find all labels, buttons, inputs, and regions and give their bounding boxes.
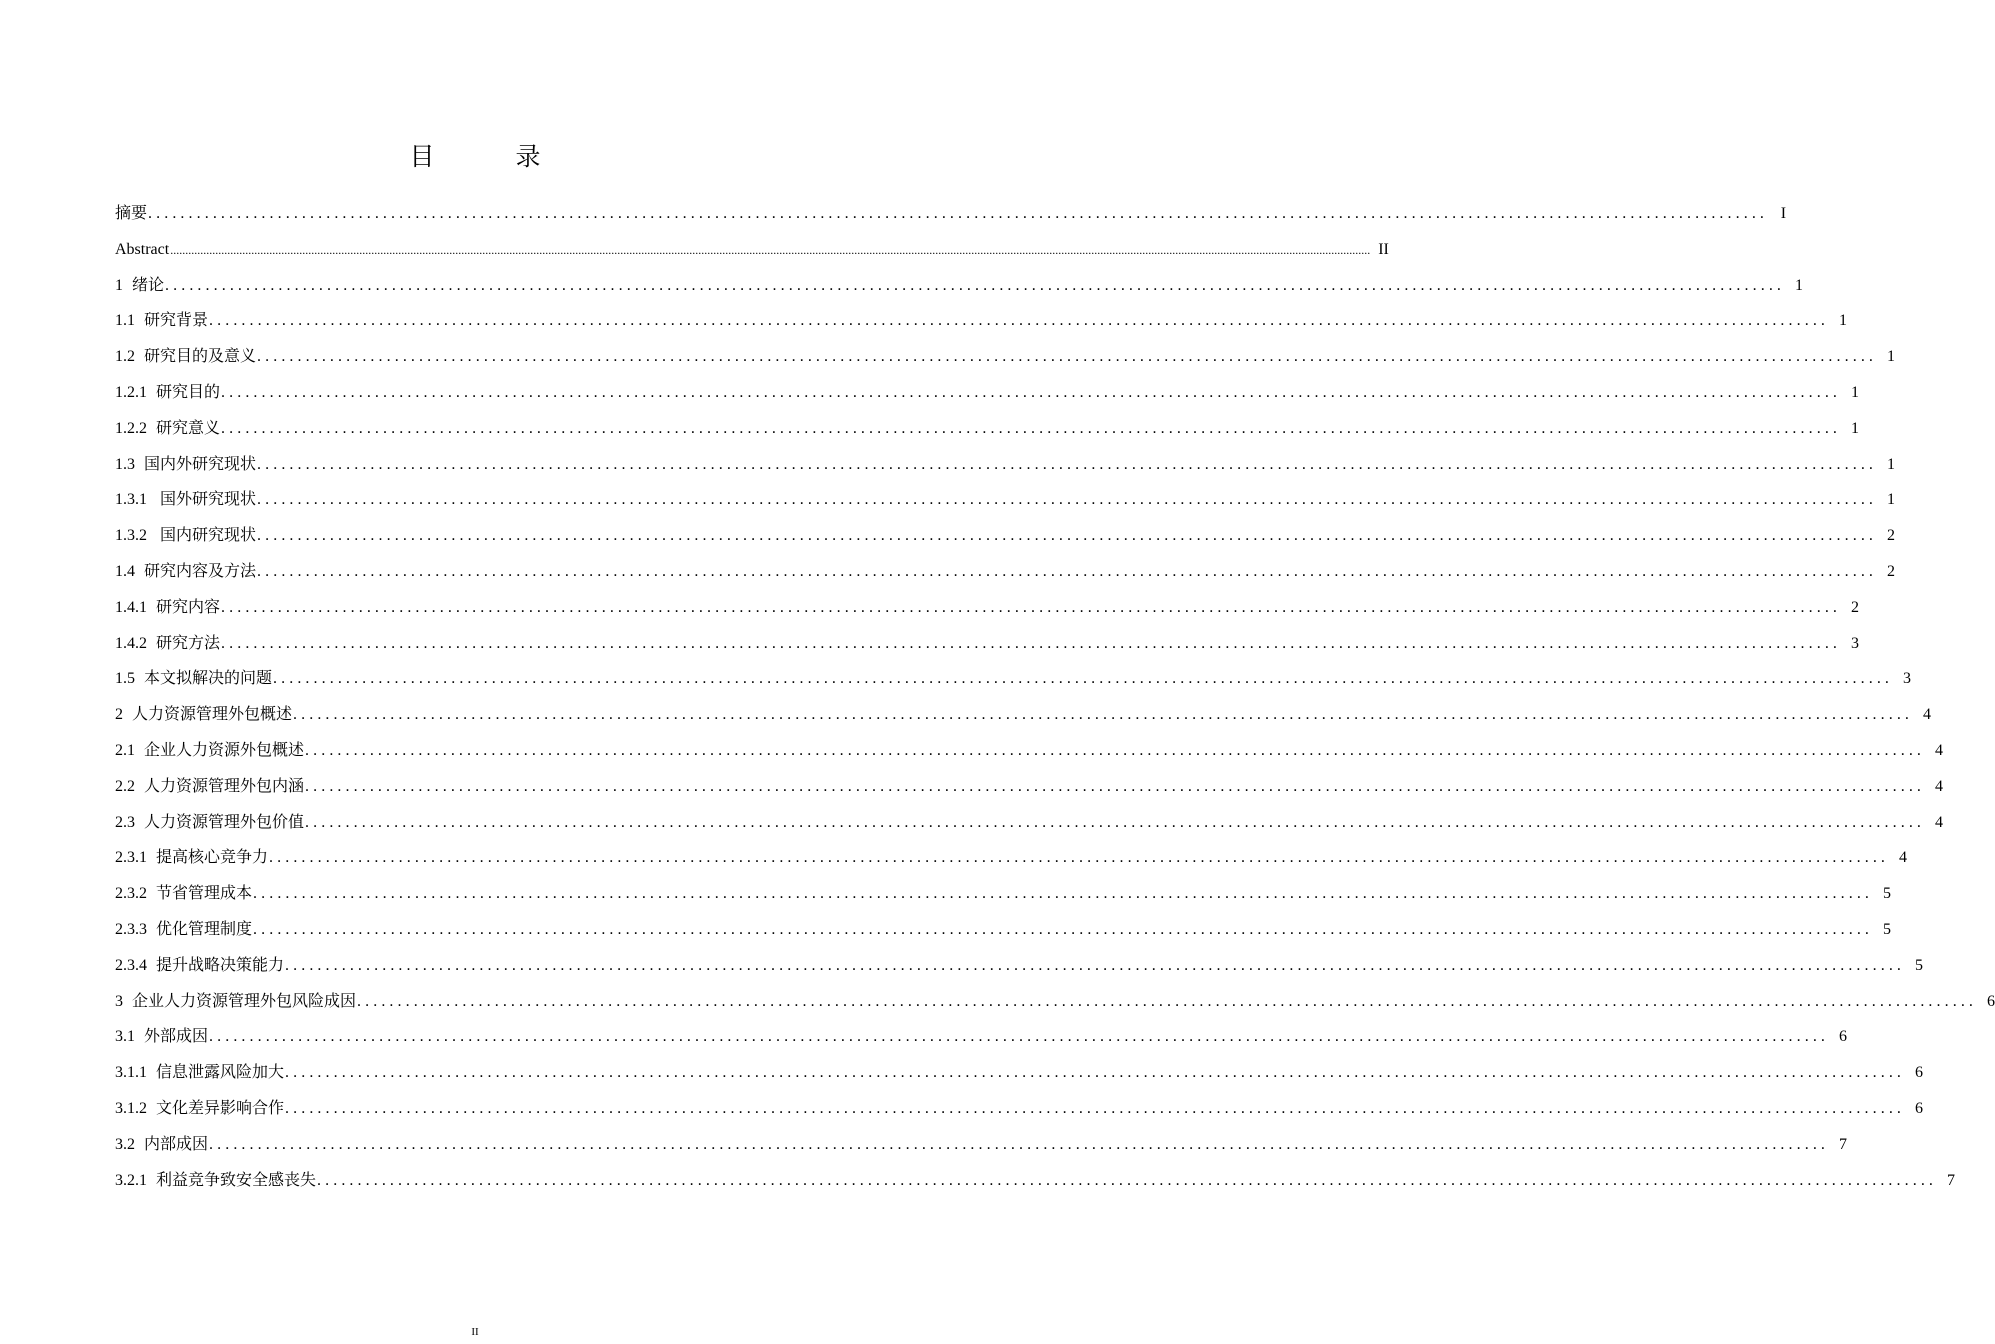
toc-entry-title: [115, 484, 256, 516]
toc-page-number: 1: [1851, 419, 1860, 437]
toc-section-title: 国内外研究现状: [144, 455, 257, 473]
toc-entry[interactable]: [115, 807, 1944, 843]
toc-section-title: 提升战略决策能力: [156, 956, 285, 974]
toc-section-number: 2.3.4: [115, 956, 147, 974]
toc-entry[interactable]: [115, 914, 1892, 950]
toc-page-number: 1: [1851, 383, 1860, 401]
toc-section-number: 3.2: [115, 1135, 135, 1153]
toc-entry-title: [115, 305, 208, 337]
dot-leader: ........................................................................................................................................................................................................: [257, 455, 1878, 473]
toc-section-title: 国内研究现状: [156, 527, 257, 545]
toc-entry[interactable]: [115, 1129, 1848, 1165]
toc-entry[interactable]: [115, 520, 1896, 556]
toc-entry-title: [115, 270, 164, 302]
toc-section-number: 1.2: [115, 348, 135, 366]
toc-section-title: 人力资源管理外包价值: [144, 813, 305, 831]
toc-entry[interactable]: [115, 234, 1389, 270]
toc-section-number: 2.1: [115, 741, 135, 759]
toc-entry[interactable]: [115, 628, 1860, 664]
toc-entry-title: [115, 1021, 208, 1053]
toc-entry-title: [115, 1165, 316, 1197]
toc-entry-title: [115, 986, 356, 1018]
toc-section-number: 1.5: [115, 670, 135, 688]
toc-entry-title: [115, 1129, 208, 1161]
toc-entry[interactable]: [115, 1057, 1924, 1093]
toc-entry[interactable]: [115, 986, 1995, 1022]
toc-entry[interactable]: [115, 270, 1804, 306]
toc-entry[interactable]: [115, 1093, 1924, 1129]
dot-leader: ........................................................................................................................................................................................................: [285, 956, 1906, 974]
toc-section-title: 节省管理成本: [156, 885, 253, 903]
toc-section-number: 3: [115, 992, 123, 1010]
dot-leader: ........................................................................................................................................................................................................: [221, 598, 1842, 616]
toc-page-number: 6: [1915, 1064, 1924, 1082]
toc-section-number: 1.2.2: [115, 419, 147, 437]
dot-leader: ........................................................................................................................................................................................................: [257, 348, 1878, 366]
dot-leader: ........................................................................................................................................................................................................: [148, 205, 1769, 222]
toc-section-title: 企业人力资源外包概述: [144, 741, 305, 759]
toc-entry-title: [115, 842, 268, 874]
toc-page-number: 4: [1935, 813, 1944, 831]
toc-section-number: 1.3: [115, 455, 135, 473]
toc-page-number: 6: [1987, 992, 1995, 1010]
toc-entry-title: [115, 735, 304, 767]
toc-section-title: 本文拟解决的问题: [144, 670, 273, 688]
toc-entry[interactable]: [115, 878, 1892, 914]
dot-leader: ........................................................................................................................................................................................................: [221, 634, 1842, 652]
toc-entry-title: [115, 699, 292, 731]
toc-page-number: 3: [1903, 670, 1912, 688]
toc-entry[interactable]: [115, 771, 1944, 807]
toc-page-number: 7: [1839, 1135, 1848, 1153]
dot-leader: ........................................................................................................................................................................................................: [257, 527, 1878, 545]
dot-leader: ........................................................................................................................................................................................................: [285, 1099, 1906, 1117]
page-title: 目 录: [409, 141, 569, 171]
toc-section-title: 企业人力资源管理外包风险成因: [132, 992, 357, 1010]
toc-section-title: 研究内容: [156, 598, 221, 616]
dot-leader: ........................................................................................................................................................................................................: [285, 1064, 1906, 1082]
toc-section-title: Abstract: [115, 240, 170, 258]
toc-entry-title: [115, 1057, 284, 1089]
toc-page-number: 1: [1887, 348, 1896, 366]
toc-page-number: 4: [1935, 741, 1944, 759]
toc-section-number: 2.3.2: [115, 885, 147, 903]
toc-section-title: 人力资源管理外包内涵: [144, 777, 305, 795]
toc-page-number: 1: [1839, 312, 1848, 330]
dot-leader: ........................................................................................................................................................................................................: [221, 383, 1842, 401]
dot-leader: ................................................................................................................................................................................................................................................................................................................................................................................................................: [170, 242, 1371, 257]
table-of-contents: [115, 198, 1995, 1200]
dot-leader: ........................................................................................................................................................................................................: [209, 1028, 1830, 1046]
toc-entry-title: [115, 556, 256, 588]
toc-entry-title: [115, 449, 256, 481]
toc-entry-title: [115, 592, 220, 624]
dot-leader: ........................................................................................................................................................................................................: [317, 1171, 1938, 1189]
toc-section-title: 文化差异影响合作: [156, 1099, 285, 1117]
dot-leader: ........................................................................................................................................................................................................: [305, 741, 1926, 759]
toc-entry-title: [115, 914, 252, 946]
toc-entry[interactable]: [115, 484, 1896, 520]
toc-page-number: 6: [1915, 1099, 1924, 1117]
toc-entry-title: [115, 878, 252, 910]
toc-section-number: 1.4.1: [115, 598, 147, 616]
toc-section-number: 2.3: [115, 813, 135, 831]
toc-section-number: 3.1: [115, 1028, 135, 1046]
toc-entry-title: [115, 341, 256, 373]
toc-page-number: 3: [1851, 634, 1860, 652]
toc-entry-title: [115, 628, 220, 660]
toc-page-number: I: [1780, 205, 1787, 222]
dot-leader: ........................................................................................................................................................................................................: [209, 312, 1830, 330]
toc-page-number: 6: [1839, 1028, 1848, 1046]
toc-section-number: 2.3.3: [115, 920, 147, 938]
toc-section-number: 1.3.2: [115, 527, 147, 545]
toc-entry-title: [115, 520, 256, 552]
toc-section-title: 研究目的: [156, 383, 221, 401]
toc-section-title: 研究目的及意义: [144, 348, 257, 366]
toc-page-number: II: [1378, 240, 1389, 258]
toc-page-number: 2: [1887, 562, 1896, 580]
toc-entry[interactable]: [115, 305, 1848, 341]
page-number: II: [471, 1326, 479, 1338]
toc-section-number: 2.3.1: [115, 849, 147, 867]
dot-leader: ........................................................................................................................................................................................................: [293, 706, 1914, 724]
toc-section-title: 国外研究现状: [156, 491, 257, 509]
dot-leader: ........................................................................................................................................................................................................: [305, 777, 1926, 795]
toc-section-number: 1.4.2: [115, 634, 147, 652]
dot-leader: ........................................................................................................................................................................................................: [209, 1135, 1830, 1153]
toc-entry[interactable]: [115, 377, 1860, 413]
toc-entry[interactable]: [115, 341, 1896, 377]
toc-section-title: 内部成因: [144, 1135, 209, 1153]
toc-entry-title: [115, 413, 220, 445]
toc-entry[interactable]: [115, 950, 1924, 986]
toc-page-number: 7: [1947, 1171, 1956, 1189]
toc-section-title: 研究意义: [156, 419, 221, 437]
dot-leader: ........................................................................................................................................................................................................: [305, 813, 1926, 831]
toc-entry[interactable]: [115, 556, 1896, 592]
toc-entry-title: [115, 663, 272, 695]
dot-leader: ........................................................................................................................................................................................................: [165, 276, 1786, 294]
toc-section-number: 1.3.1: [115, 491, 147, 509]
toc-section-title: 绪论: [132, 276, 165, 294]
toc-entry[interactable]: [115, 663, 1912, 699]
toc-section-number: 3.1.2: [115, 1099, 147, 1117]
toc-section-title: 利益竞争致安全感丧失: [156, 1171, 317, 1189]
toc-section-number: 2.2: [115, 777, 135, 795]
toc-entry-title: [115, 234, 169, 266]
toc-entry-title: [115, 198, 147, 230]
toc-page-number: 4: [1923, 706, 1932, 724]
toc-entry-title: [115, 807, 304, 839]
dot-leader: ........................................................................................................................................................................................................: [273, 670, 1894, 688]
dot-leader: ........................................................................................................................................................................................................: [253, 920, 1874, 938]
toc-page-number: 2: [1887, 527, 1896, 545]
toc-section-title: 摘要: [115, 205, 148, 222]
toc-entry[interactable]: [115, 198, 1787, 234]
toc-page-number: 5: [1883, 920, 1892, 938]
toc-section-number: 1.4: [115, 562, 135, 580]
toc-section-number: 3.2.1: [115, 1171, 147, 1189]
toc-section-title: 研究背景: [144, 312, 209, 330]
dot-leader: ........................................................................................................................................................................................................: [257, 562, 1878, 580]
toc-section-title: 提高核心竞争力: [156, 849, 269, 867]
toc-entry[interactable]: [115, 1021, 1848, 1057]
dot-leader: ........................................................................................................................................................................................................: [221, 419, 1842, 437]
toc-section-title: 研究内容及方法: [144, 562, 257, 580]
toc-page-number: 5: [1915, 956, 1924, 974]
toc-entry[interactable]: [115, 735, 1944, 771]
toc-section-title: 研究方法: [156, 634, 221, 652]
toc-entry[interactable]: [115, 592, 1860, 628]
toc-section-number: 1: [115, 276, 123, 294]
toc-entry[interactable]: [115, 699, 1932, 735]
toc-entry[interactable]: [115, 449, 1896, 485]
toc-page-number: 1: [1795, 276, 1804, 294]
toc-entry-title: [115, 771, 304, 803]
toc-section-title: 外部成因: [144, 1028, 209, 1046]
toc-page-number: 2: [1851, 598, 1860, 616]
toc-section-number: 2: [115, 706, 123, 724]
toc-page-number: 4: [1935, 777, 1944, 795]
toc-page-number: 1: [1887, 491, 1896, 509]
toc-section-number: 1.2.1: [115, 383, 147, 401]
toc-page-number: 1: [1887, 455, 1896, 473]
dot-leader: ........................................................................................................................................................................................................: [269, 849, 1890, 867]
toc-section-number: 3.1.1: [115, 1064, 147, 1082]
toc-entry-title: [115, 950, 284, 982]
toc-section-title: 人力资源管理外包概述: [132, 706, 293, 724]
toc-entry-title: [115, 377, 220, 409]
toc-section-title: 信息泄露风险加大: [156, 1064, 285, 1082]
toc-entry[interactable]: [115, 1165, 1956, 1201]
dot-leader: ........................................................................................................................................................................................................: [357, 992, 1978, 1010]
toc-section-title: 优化管理制度: [156, 920, 253, 938]
dot-leader: ........................................................................................................................................................................................................: [257, 491, 1878, 509]
dot-leader: ........................................................................................................................................................................................................: [253, 885, 1874, 903]
toc-entry[interactable]: [115, 842, 1908, 878]
toc-entry-title: [115, 1093, 284, 1125]
toc-page-number: 5: [1883, 885, 1892, 903]
toc-section-number: 1.1: [115, 312, 135, 330]
toc-entry[interactable]: [115, 413, 1860, 449]
toc-page-number: 4: [1899, 849, 1908, 867]
